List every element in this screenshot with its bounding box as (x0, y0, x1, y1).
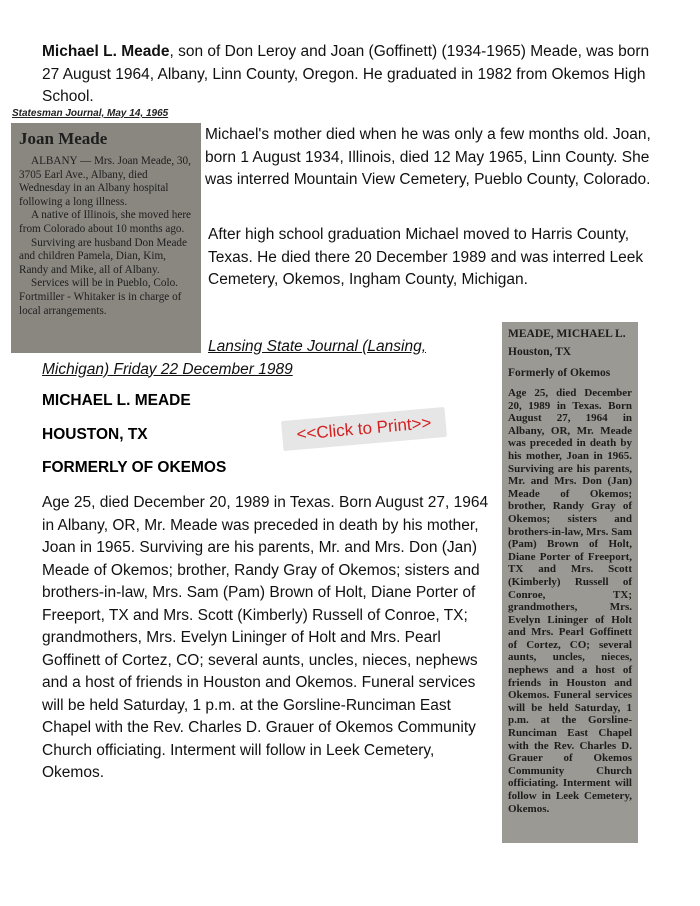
mother-paragraph: Michael's mother died when he was only a few months old. Joan, born 1 August 1934, Illinois, died 12 May 1965, Linn County. She was interred Mountain View Cemetery, Pueblo County, Colorado. (205, 126, 651, 188)
source-citation (42, 336, 482, 381)
clipping-body (19, 155, 193, 318)
clipping-caption: Statesman Journal, May 14, 1965 (12, 108, 169, 119)
obituary-location-heading: HOUSTON, TX (42, 426, 148, 443)
intro-text: , son of Don Leroy and Joan (Goffinett) (1934-1965) Meade, was born 27 August 1964, Albany, Linn County, Oregon. He graduated in 1982 from Okemos High School. (42, 43, 650, 105)
clipping-headline: MEADE, MICHAEL L. (508, 328, 626, 340)
clipping-paragraph: ALBANY — Mrs. Joan Meade, 30, 3705 Earl Ave., Albany, died Wednesday in an Albany hospital following a long illness. (19, 155, 191, 208)
clipping-paragraph: Services will be in Pueblo, Colo. Fortmiller - Whitaker is in charge of local arrangements. (19, 277, 182, 317)
clipping-formerly: Formerly of Okemos (508, 367, 611, 379)
clipping-location: Houston, TX (508, 346, 572, 358)
newspaper-clipping-joan-meade (11, 123, 201, 353)
newspaper-clipping-michael-meade (502, 322, 638, 843)
clipping-paragraph: Surviving are husband Don Meade and children Pamela, Dian, Kim, Randy and Mike, all of Albany. (19, 236, 187, 276)
clipping-paragraph: A native of Illinois, she moved here from Colorado about 10 months ago. (19, 209, 192, 235)
obituary-name-heading: MICHAEL L. MEADE (42, 392, 191, 409)
click-to-print-button[interactable]: <<Click to Print>> (281, 407, 447, 451)
source-line-2: Michigan) Friday 22 December 1989 (42, 360, 293, 378)
obituary-body: Age 25, died December 20, 1989 in Texas. Born August 27, 1964 in Albany, OR, Mr. Meade was preceded in death by his mother, Joan in 1965. Surviving are his parents, Mr. and Mrs. Don (Jan) Meade of Okemos; brother, Randy Gray of Okemos; sisters and brothers-in-law, Mrs. Sam (Pam) Brown of Holt, Diane Porter of Freeport, TX and Mrs. Scott (Kimberly) Russell of Conroe, TX; grandmothers, Mrs. Evelyn Lininger of Holt and Mrs. Pearl Goffinett of Cortez, CO; several aunts, uncles, nieces, nephews and a host of friends in Houston and Okemos. Funeral services will be held Saturday, 1 p.m. at the Gorsline-Runciman East Chapel with the Rev. Charles D. Grauer of Okemos Community Church officiating. Interment will follow in Leek Cemetery, Okemos. (42, 494, 489, 781)
later-life-paragraph: After high school graduation Michael moved to Harris County, Texas. He died there 20 December 1989 and was interred Leek Cemetery, Okemos, Ingham County, Michigan. (208, 226, 644, 288)
source-line-1: Lansing State Journal (Lansing, (208, 338, 427, 355)
obituary-formerly-heading: FORMERLY OF OKEMOS (42, 459, 227, 476)
subject-name: Michael L. Meade (42, 43, 170, 60)
clipping-headline: Joan Meade (19, 129, 108, 148)
intro-paragraph (42, 41, 662, 109)
clipping-body: Age 25, died December 20, 1989 in Texas. Born August 27, 1964 in Albany, OR, Mr. Meade was preceded in death by his mother, Joan in 1965. Surviving are his parents, Mr. and Mrs. Don (Jan) Meade of Okemos; brother, Randy Gray of Okemos; sisters and brothers-in-law, Mrs. Sam (Pam) Brown of Holt, Diane Porter of Freeport, TX and Mrs. Scott (Kimberly) Russell of Conroe, TX; grandmothers, Mrs. Evelyn Lininger of Holt and Mrs. Pearl Goffinett of Cortez, CO; several aunts, uncles, nieces, nephews and a host of friends in Houston and Okemos. Funeral services will be held Saturday, 1 p.m. at the Gorsline-Runciman East Chapel with the Rev. Charles D. Grauer of Okemos Community Church officiating. Interment will follow in Leek Cemetery, Okemos. (508, 387, 632, 815)
